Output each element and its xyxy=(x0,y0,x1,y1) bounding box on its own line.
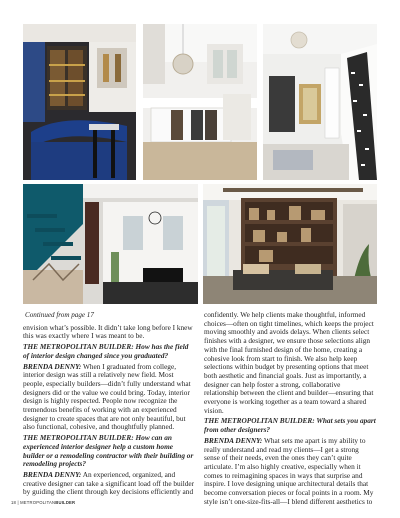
paragraph: confidently. We help clients make thoughtful, informed choices—often on tight timelines, which keeps the project moving smoothly and avoids delays. When clients select finishes with a designer, we ensure those selections align with the final furnished design of the home, creating a cohesive look from start to finish. We also help keep selections within budget by presenting options that meet both aesthetic and financial goals. Just as importantly, a designer can help foster a strong, collaborative relationship between the client and builder—ensuring that everyone is working together as a team toward a shared vision. xyxy=(204,310,374,415)
photo-blue-floating-staircase xyxy=(23,184,198,304)
photo-foyer-staircase xyxy=(263,24,377,180)
article-column-right xyxy=(204,311,376,508)
footer-separator: | xyxy=(17,500,19,505)
page-number: 18 xyxy=(11,500,17,505)
answer-text: What sets me apart is my ability to really understand and read my clients—I get a strong sense of their needs, even the ones they can’t quite articulate. I’m also highly creative, especially when it comes to reimagining spaces in ways that surprise and inspire. I love designing unique architectural details that become conversation pieces or focal points in a room. My style isn’t one-size-fits-all—I blend different aesthetics to xyxy=(204,435,374,506)
paragraph: envision what’s possible. It didn’t take long before I knew this was exactly where I was meant to be. xyxy=(23,322,193,341)
page-footer xyxy=(11,500,75,505)
article-column-left xyxy=(23,311,195,499)
magazine-name: METROPOLITAN xyxy=(20,500,56,505)
speaker-label: BRENDA DENNY: xyxy=(23,361,82,371)
photo-white-kitchen-island xyxy=(143,24,257,180)
interview-question: THE METROPOLITAN BUILDER: How can an experienced interior designer help a custom home builder or a remodeling contractor with their building or remodeling projects? xyxy=(23,433,194,469)
speaker-label: BRENDA DENNY: xyxy=(23,469,82,479)
interview-answer xyxy=(204,437,376,507)
photo-living-room-shelves xyxy=(203,184,377,304)
interview-question: THE METROPOLITAN BUILDER: What sets you apart from other designers? xyxy=(204,416,376,435)
answer-text: An experienced, organized, and creative designer can take a significant load off the builder by guiding the client through key decisions efficiently and xyxy=(23,469,195,497)
photo-blue-bar-kitchen xyxy=(23,24,136,180)
speaker-label: BRENDA DENNY: xyxy=(204,435,263,445)
continued-note: Continued from page 17 xyxy=(25,311,94,319)
interview-question: THE METROPOLITAN BUILDER: How has the field of interior design changed since you graduated? xyxy=(23,342,189,360)
magazine-brand: BUILDER xyxy=(55,500,76,505)
interview-answer xyxy=(23,471,195,497)
answer-text: When I graduated from college, interior design was still a relatively new field. Most people, especially builders—didn’t fully understand what designers did or the value we could bring. Today, interior design is highly respected. People now recognize the tremendous benefits of working with an experienced designer to create spaces that are not only beautiful, but also functional, cohesive, and thoughtfully planned. xyxy=(23,361,191,432)
interview-answer xyxy=(23,363,195,433)
